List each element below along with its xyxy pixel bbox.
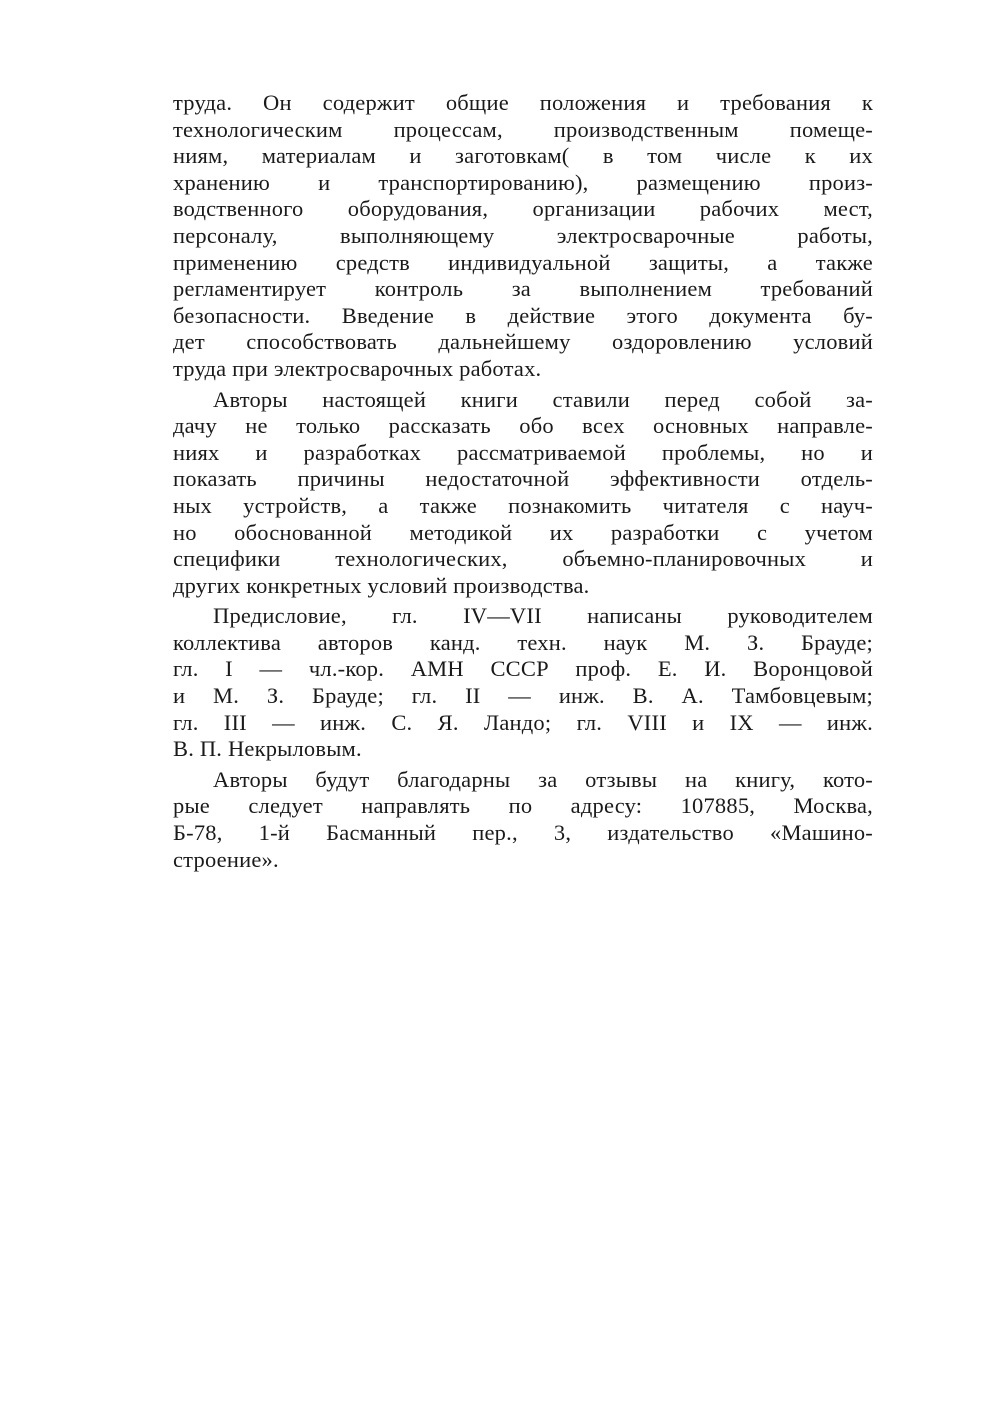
text-line: ниям, материалам и заготовкам( в том числе к их — [173, 143, 873, 169]
text-line: ниях и разработках рассматриваемой проблемы, но и — [173, 439, 873, 465]
text-line: водственного оборудования, организации рабочих мест, — [173, 196, 873, 222]
text-line: Б-78, 1-й Басманный пер., 3, издательство «Машино- — [173, 820, 873, 846]
text-line: коллектива авторов канд. техн. наук М. З. Брауде; — [173, 629, 873, 655]
text-line: труда при электросварочных работах. — [173, 355, 542, 381]
text-line: В. П. Некрыловым. — [173, 736, 362, 762]
text-line: строение». — [173, 846, 279, 872]
text-line: хранению и транспортированию), размещению произ- — [173, 169, 873, 195]
text-line: показать причины недостаточной эффективности отдель- — [173, 466, 873, 492]
text-line: других конкретных условий производства. — [173, 572, 590, 598]
text-line: Авторы настоящей книги ставили перед собой за- — [213, 386, 873, 412]
text-line: труда. Он содержит общие положения и требования к — [173, 90, 873, 115]
paragraph — [173, 767, 873, 873]
text-line: ных устройств, а также познакомить читателя с науч- — [173, 492, 873, 518]
text-line: дачу не только рассказать обо всех основных направле- — [173, 413, 873, 439]
text-line: безопасности. Введение в действие этого документа бу- — [173, 302, 873, 328]
text-line: гл. I — чл.-кор. АМН СССР проф. Е. И. Воронцовой — [173, 656, 873, 682]
text-line: и М. З. Брауде; гл. II — инж. В. А. Тамбовцевым; — [173, 683, 873, 709]
paragraph — [173, 90, 873, 383]
text-line: применению средств индивидуальной защиты, а также — [173, 249, 873, 275]
text-line: технологическим процессам, производственным помеще- — [173, 116, 873, 142]
text-line: гл. III — инж. С. Я. Ландо; гл. VIII и IX — инж. — [173, 709, 873, 735]
paragraph — [173, 603, 873, 763]
paragraph — [173, 387, 873, 600]
text-line: Предисловие, гл. IV—VII написаны руководителем — [213, 603, 873, 629]
text-line: специфики технологических, объемно-планировочных и — [173, 546, 873, 572]
text-line: дет способствовать дальнейшему оздоровлению условий — [173, 329, 873, 355]
text-line: персоналу, выполняющему электросварочные работы, — [173, 222, 873, 248]
text-line: рые следует направлять по адресу: 107885, Москва, — [173, 793, 873, 819]
text-line: но обоснованной методикой их разработки с учетом — [173, 519, 873, 545]
body-text — [173, 90, 873, 873]
text-line: регламентирует контроль за выполнением требований — [173, 276, 873, 302]
text-line: Авторы будут благодарны за отзывы на книгу, кото- — [213, 766, 873, 792]
